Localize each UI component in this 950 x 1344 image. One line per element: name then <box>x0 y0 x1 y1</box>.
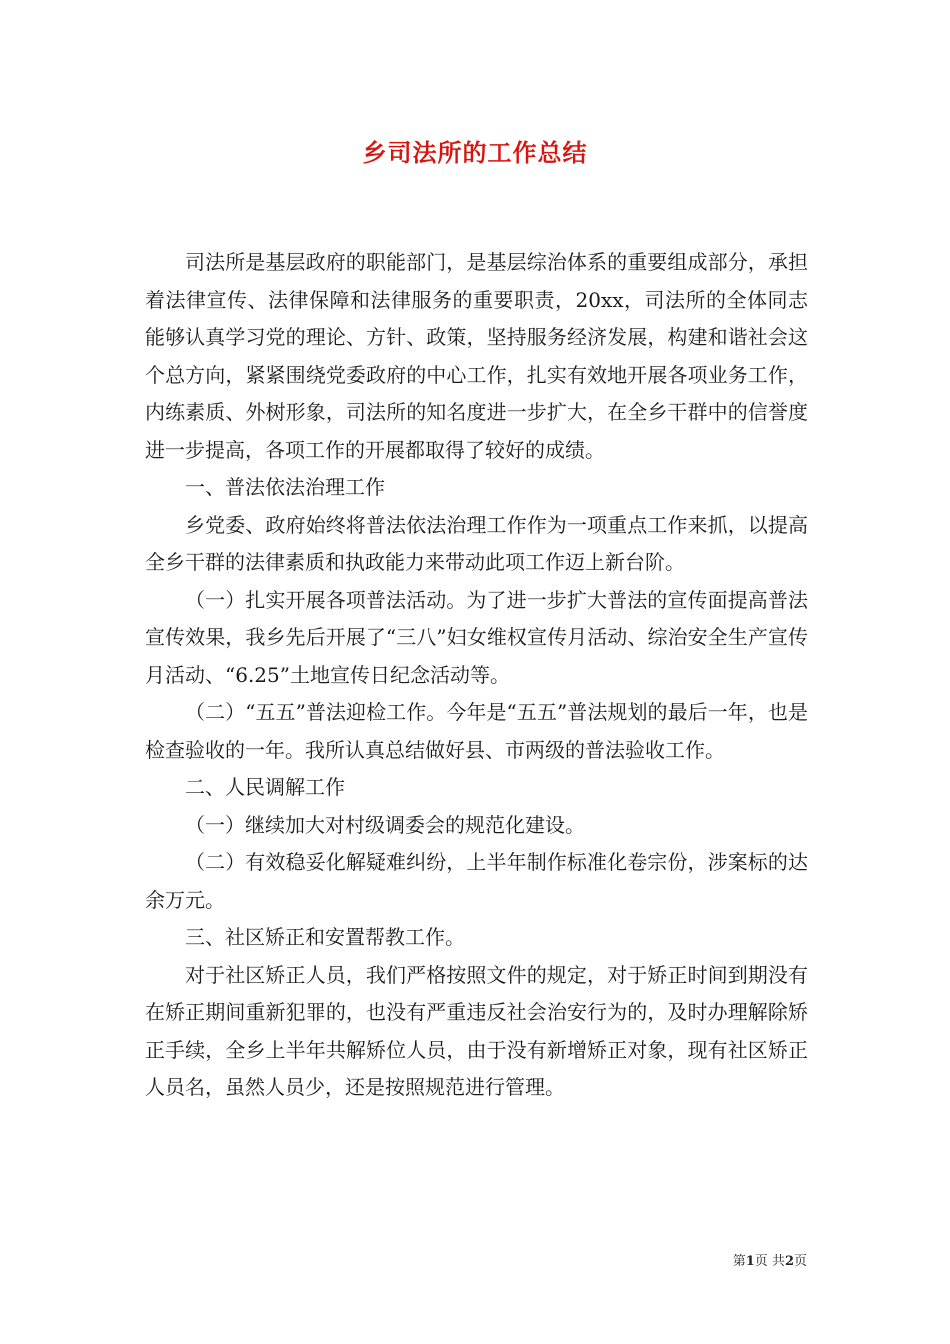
body-paragraph: （一）扎实开展各项普法活动。为了进一步扩大普法的宣传面提高普法宣传效果，我乡先后开展了“三八”妇女维权宣传月活动、综治安全生产宣传月活动、“6.25”土地宣传日纪念活动等。 <box>145 587 808 687</box>
footer-middle: 页 共 <box>754 1254 785 1269</box>
footer-prefix: 第 <box>732 1254 746 1269</box>
body-paragraph: 对于社区矫正人员，我们严格按照文件的规定，对于矫正时间到期没有在矫正期间重新犯罪的，也没有严重违反社会治安行为的，及时办理解除矫正手续，全乡上半年共解矫位人员，由于没有新增矫正对象，现有社区矫正人员名，虽然人员少，还是按照规范进行管理。 <box>145 962 808 1099</box>
document-body <box>145 244 808 1107</box>
section-heading-mediation: 二、人民调解工作 <box>185 775 345 799</box>
body-paragraph: （二）“五五”普法迎检工作。今年是“五五”普法规划的最后一年，也是检查验收的一年。我所认真总结做好县、市两级的普法验收工作。 <box>145 700 808 762</box>
section-heading-legal-education: 一、普法依法治理工作 <box>185 475 385 499</box>
body-paragraph: 乡党委、政府始终将普法依法治理工作作为一项重点工作来抓，以提高全乡干群的法律素质和执政能力来带动此项工作迈上新台阶。 <box>145 512 808 574</box>
current-page-number: 1 <box>745 1254 755 1269</box>
footer-suffix: 页 <box>793 1254 807 1269</box>
body-paragraph: （一）继续加大对村级调委会的规范化建设。 <box>185 812 585 837</box>
body-paragraph: （二）有效稳妥化解疑难纠纷，上半年制作标准化卷宗份，涉案标的达余万元。 <box>145 850 808 912</box>
total-pages-number: 2 <box>784 1254 794 1269</box>
intro-paragraph: 司法所是基层政府的职能部门，是基层综治体系的重要组成部分，承担着法律宣传、法律保障和法律服务的重要职责，20xx，司法所的全体同志能够认真学习党的理论、方针、政策，坚持服务经济发展，构建和谐社会这个总方向，紧紧围绕党委政府的中心工作，扎实有效地开展各项业务工作，内练素质、外树形象，司法所的知名度进一步扩大，在全乡干群中的信誉度进一步提高，各项工作的开展都取得了较好的成绩。 <box>145 250 808 462</box>
section-heading-community-correction: 三、社区矫正和安置帮教工作。 <box>185 925 465 949</box>
page-footer <box>733 1250 807 1269</box>
page-title: 乡司法所的工作总结 <box>362 138 588 167</box>
